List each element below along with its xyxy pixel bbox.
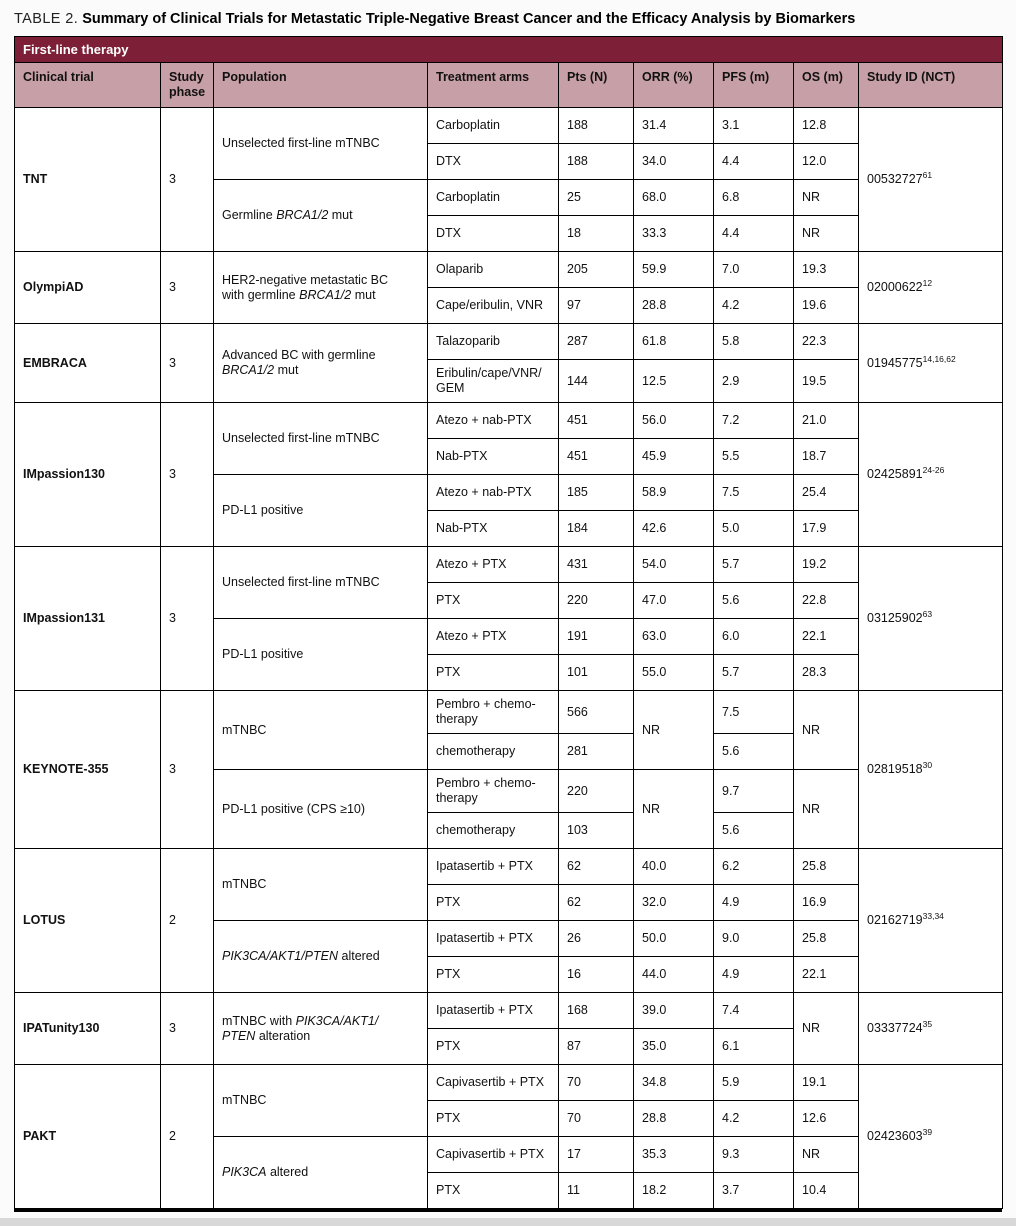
os-cell: 25.4 [794,475,859,511]
treatment-arm-cell: PTX [428,583,559,619]
os-cell: 12.6 [794,1101,859,1137]
column-header-study-id: Study ID (NCT) [859,63,1003,108]
study-id-cell: 02819518$^{30}$ [859,691,1003,849]
pts-cell: 17 [559,1137,634,1173]
orr-cell: 56.0 [634,403,714,439]
treatment-arm-cell: PTX [428,1173,559,1209]
pts-cell: 70 [559,1101,634,1137]
population-text-italic: PIK3CA/AKT1/PTEN [222,949,339,963]
orr-cell: 58.9 [634,475,714,511]
orr-cell: 35.3 [634,1137,714,1173]
pfs-cell: 4.2 [714,1101,794,1137]
treatment-arm-cell: Eribulin/cape/VNR/ GEM [428,360,559,403]
study-id-reference: 39 [922,1126,933,1137]
pts-cell: 70 [559,1065,634,1101]
population-text-italic: BRCA1/2 [222,363,275,377]
table-wrapper [14,36,1002,1212]
orr-cell: 61.8 [634,324,714,360]
os-cell: NR [794,993,859,1065]
study-id-cell: 03337724$^{35}$ [859,993,1003,1065]
population-text: PD-L1 positive [222,503,304,517]
orr-cell: 42.6 [634,511,714,547]
treatment-arm-cell: DTX [428,216,559,252]
trial-name-cell: TNT [15,108,161,252]
clinical-trials-table [14,36,1003,1209]
orr-cell: 33.3 [634,216,714,252]
pts-cell: 62 [559,849,634,885]
population-text: mut [274,363,299,377]
os-cell: 25.8 [794,849,859,885]
orr-cell: 68.0 [634,180,714,216]
pts-cell: 191 [559,619,634,655]
os-cell: 16.9 [794,885,859,921]
study-phase-cell: 3 [161,993,214,1065]
treatment-arm-cell: PTX [428,655,559,691]
orr-cell: 35.0 [634,1029,714,1065]
orr-cell: 63.0 [634,619,714,655]
population-text: mTNBC with [222,1013,296,1028]
pts-cell: 184 [559,511,634,547]
table-row [15,849,1003,885]
table-row [15,108,1003,144]
orr-cell: 54.0 [634,547,714,583]
page-title: Summary of Clinical Trials for Metastatic Triple-Negative Breast Cancer and the Efficacy Analysis by Biomarkers [82,11,856,27]
trial-table-body [15,108,1003,1209]
population-cell [214,619,428,691]
os-cell: 19.3 [794,252,859,288]
population-text-italic: BRCA1/2 [299,287,352,302]
orr-cell: 59.9 [634,252,714,288]
treatment-arm-cell: Pembro + chemo- therapy [428,770,559,813]
population-cell [214,921,428,993]
table-row [15,324,1003,360]
pts-cell: 566 [559,691,634,734]
pfs-cell: 5.7 [714,655,794,691]
os-cell: NR [794,180,859,216]
study-phase-cell: 2 [161,1065,214,1209]
pfs-cell: 6.2 [714,849,794,885]
population-text: Advanced BC with germline [222,348,376,362]
pfs-cell: 4.9 [714,957,794,993]
orr-cell: 28.8 [634,1101,714,1137]
population-text: mTNBC [222,1093,267,1107]
treatment-arm-cell: PTX [428,1029,559,1065]
pts-cell: 451 [559,403,634,439]
study-phase-cell: 2 [161,849,214,993]
treatment-arm-cell: Carboplatin [428,108,559,144]
bottom-strip [0,1218,1016,1226]
table-row [15,403,1003,439]
pfs-cell: 9.7 [714,770,794,813]
treatment-arm-cell: Cape/eribulin, VNR [428,288,559,324]
population-text: HER2-negative metastatic BC with germline [222,272,389,302]
os-cell: 22.8 [794,583,859,619]
table-row [15,252,1003,288]
os-cell: 10.4 [794,1173,859,1209]
pfs-cell: 4.9 [714,885,794,921]
column-header-pts: Pts (N) [559,63,634,108]
os-cell: 19.2 [794,547,859,583]
pfs-cell: 5.8 [714,324,794,360]
pts-cell: 18 [559,216,634,252]
study-id-cell: 02423603$^{39}$ [859,1065,1003,1209]
orr-cell: 40.0 [634,849,714,885]
os-cell: 22.1 [794,957,859,993]
population-cell [214,1137,428,1209]
pfs-cell: 3.1 [714,108,794,144]
population-text: Germline [222,208,277,222]
os-cell: 12.0 [794,144,859,180]
pts-cell: 188 [559,144,634,180]
column-header-clinical-trial: Clinical trial [15,63,161,108]
study-id-cell: 01945775$^{14,16,62}$ [859,324,1003,403]
pfs-cell: 4.2 [714,288,794,324]
population-text: PD-L1 positive [222,647,304,661]
table-row [15,993,1003,1029]
orr-cell: 47.0 [634,583,714,619]
population-text: mTNBC [222,877,267,891]
treatment-arm-cell: PTX [428,957,559,993]
study-id-cell: 02425891$^{24-26}$ [859,403,1003,547]
pfs-cell: 5.7 [714,547,794,583]
pts-cell: 62 [559,885,634,921]
orr-cell: 45.9 [634,439,714,475]
table-label: TABLE 2. [14,11,79,27]
pfs-cell: 6.0 [714,619,794,655]
pfs-cell: 7.0 [714,252,794,288]
pts-cell: 168 [559,993,634,1029]
study-phase-cell: 3 [161,252,214,324]
pts-cell: 287 [559,324,634,360]
treatment-arm-cell: Capivasertib + PTX [428,1065,559,1101]
table-row [15,1065,1003,1101]
population-cell [214,547,428,619]
os-cell: 18.7 [794,439,859,475]
population-cell [214,108,428,180]
treatment-arm-cell: DTX [428,144,559,180]
column-header-orr: ORR (%) [634,63,714,108]
pfs-cell: 5.0 [714,511,794,547]
pts-cell: 16 [559,957,634,993]
os-cell: NR [794,1137,859,1173]
population-cell [214,1065,428,1137]
orr-cell: 31.4 [634,108,714,144]
pts-cell: 185 [559,475,634,511]
pfs-cell: 7.5 [714,691,794,734]
trial-name-cell: EMBRACA [15,324,161,403]
treatment-arm-cell: PTX [428,885,559,921]
trial-name-cell: PAKT [15,1065,161,1209]
orr-cell: 55.0 [634,655,714,691]
treatment-arm-cell: Atezo + PTX [428,619,559,655]
study-id-reference: 12 [922,277,933,288]
pfs-cell: 6.1 [714,1029,794,1065]
pts-cell: 103 [559,813,634,849]
population-text: mut [351,287,376,302]
orr-cell: NR [634,770,714,849]
treatment-arm-cell: Pembro + chemo- therapy [428,691,559,734]
pfs-cell: 9.0 [714,921,794,957]
population-text-italic: PIK3CA [222,1165,267,1179]
population-text: Unselected first-line mTNBC [222,136,380,150]
study-id-reference: 33,34 [922,910,944,921]
pts-cell: 220 [559,770,634,813]
column-header-pfs: PFS (m) [714,63,794,108]
orr-cell: 50.0 [634,921,714,957]
pts-cell: 281 [559,734,634,770]
treatment-arm-cell: Atezo + nab-PTX [428,475,559,511]
os-cell: 19.1 [794,1065,859,1101]
os-cell: 17.9 [794,511,859,547]
os-cell: NR [794,691,859,770]
population-text-italic: BRCA1/2 [276,208,329,222]
os-cell: NR [794,216,859,252]
orr-cell: 34.8 [634,1065,714,1101]
trial-name-cell: IPATunity130 [15,993,161,1065]
study-phase-cell: 3 [161,324,214,403]
population-cell [214,849,428,921]
study-id-reference: 24-26 [922,464,945,475]
study-id-cell: 00532727$^{61}$ [859,108,1003,252]
treatment-arm-cell: chemotherapy [428,734,559,770]
pfs-cell: 5.6 [714,583,794,619]
study-id-reference: 61 [922,169,933,180]
study-phase-cell: 3 [161,547,214,691]
table-row [15,691,1003,734]
pfs-cell: 4.4 [714,144,794,180]
pts-cell: 188 [559,108,634,144]
study-id-cell: 03125902$^{63}$ [859,547,1003,691]
population-cell [214,324,428,403]
treatment-arm-cell: Ipatasertib + PTX [428,993,559,1029]
pfs-cell: 4.4 [714,216,794,252]
study-phase-cell: 3 [161,691,214,849]
orr-cell: 18.2 [634,1173,714,1209]
population-cell [214,475,428,547]
trial-name-cell: KEYNOTE-355 [15,691,161,849]
pfs-cell: 7.4 [714,993,794,1029]
treatment-arm-cell: Capivasertib + PTX [428,1137,559,1173]
os-cell: 28.3 [794,655,859,691]
treatment-arm-cell: Carboplatin [428,180,559,216]
column-header-os: OS (m) [794,63,859,108]
pts-cell: 101 [559,655,634,691]
study-id-reference: 63 [922,608,933,619]
population-text: alteration [255,1028,311,1043]
column-header-treatment-arms: Treatment arms [428,63,559,108]
treatment-arm-cell: Atezo + nab-PTX [428,403,559,439]
os-cell: 21.0 [794,403,859,439]
orr-cell: NR [634,691,714,770]
trial-name-cell: IMpassion130 [15,403,161,547]
os-cell: 22.1 [794,619,859,655]
os-cell: 25.8 [794,921,859,957]
pts-cell: 431 [559,547,634,583]
table-head [15,37,1003,108]
study-id-cell: 02162719$^{33,34}$ [859,849,1003,993]
column-header-row [15,63,1003,108]
treatment-arm-cell: Ipatasertib + PTX [428,921,559,957]
study-id-cell: 02000622$^{12}$ [859,252,1003,324]
pfs-cell: 5.6 [714,813,794,849]
treatment-arm-cell: PTX [428,1101,559,1137]
orr-cell: 12.5 [634,360,714,403]
population-cell [214,993,428,1065]
population-text: Unselected first-line mTNBC [222,575,380,589]
study-id-reference: 30 [922,759,933,770]
column-header-study-phase: Study phase [161,63,214,108]
treatment-arm-cell: Talazoparib [428,324,559,360]
pfs-cell: 9.3 [714,1137,794,1173]
population-text-italic: PIK3CA/AKT1/ PTEN [222,1013,379,1043]
pfs-cell: 5.5 [714,439,794,475]
treatment-arm-cell: Olaparib [428,252,559,288]
table-row [15,547,1003,583]
orr-cell: 32.0 [634,885,714,921]
pfs-cell: 5.6 [714,734,794,770]
study-id-reference: 35 [922,1018,933,1029]
population-cell [214,403,428,475]
population-text: mut [328,208,353,222]
population-text: altered [338,949,380,963]
population-text: mTNBC [222,722,267,737]
population-cell [214,252,428,324]
treatment-arm-cell: Atezo + PTX [428,547,559,583]
pts-cell: 11 [559,1173,634,1209]
treatment-arm-cell: chemotherapy [428,813,559,849]
orr-cell: 44.0 [634,957,714,993]
treatment-arm-cell: Nab-PTX [428,439,559,475]
pfs-cell: 2.9 [714,360,794,403]
table-caption [14,10,1002,28]
section-band: First-line therapy [15,37,1003,63]
pts-cell: 205 [559,252,634,288]
pts-cell: 144 [559,360,634,403]
study-phase-cell: 3 [161,403,214,547]
pts-cell: 220 [559,583,634,619]
population-cell [214,180,428,252]
trial-name-cell: OlympiAD [15,252,161,324]
os-cell: 22.3 [794,324,859,360]
orr-cell: 34.0 [634,144,714,180]
population-text: Unselected first-line mTNBC [222,431,380,445]
pts-cell: 451 [559,439,634,475]
population-cell [214,770,428,849]
section-band-row [15,37,1003,63]
column-header-population: Population [214,63,428,108]
pfs-cell: 3.7 [714,1173,794,1209]
population-text: PD-L1 positive (CPS ≥10) [222,801,366,816]
pts-cell: 97 [559,288,634,324]
os-cell: 19.5 [794,360,859,403]
orr-cell: 39.0 [634,993,714,1029]
os-cell: NR [794,770,859,849]
os-cell: 12.8 [794,108,859,144]
study-phase-cell: 3 [161,108,214,252]
population-text: altered [266,1165,309,1179]
pfs-cell: 5.9 [714,1065,794,1101]
pts-cell: 87 [559,1029,634,1065]
treatment-arm-cell: Ipatasertib + PTX [428,849,559,885]
os-cell: 19.6 [794,288,859,324]
trial-name-cell: IMpassion131 [15,547,161,691]
pts-cell: 26 [559,921,634,957]
population-cell [214,691,428,770]
pts-cell: 25 [559,180,634,216]
treatment-arm-cell: Nab-PTX [428,511,559,547]
orr-cell: 28.8 [634,288,714,324]
trial-name-cell: LOTUS [15,849,161,993]
pfs-cell: 7.5 [714,475,794,511]
study-id-reference: 14,16,62 [922,353,956,364]
pfs-cell: 7.2 [714,403,794,439]
pfs-cell: 6.8 [714,180,794,216]
